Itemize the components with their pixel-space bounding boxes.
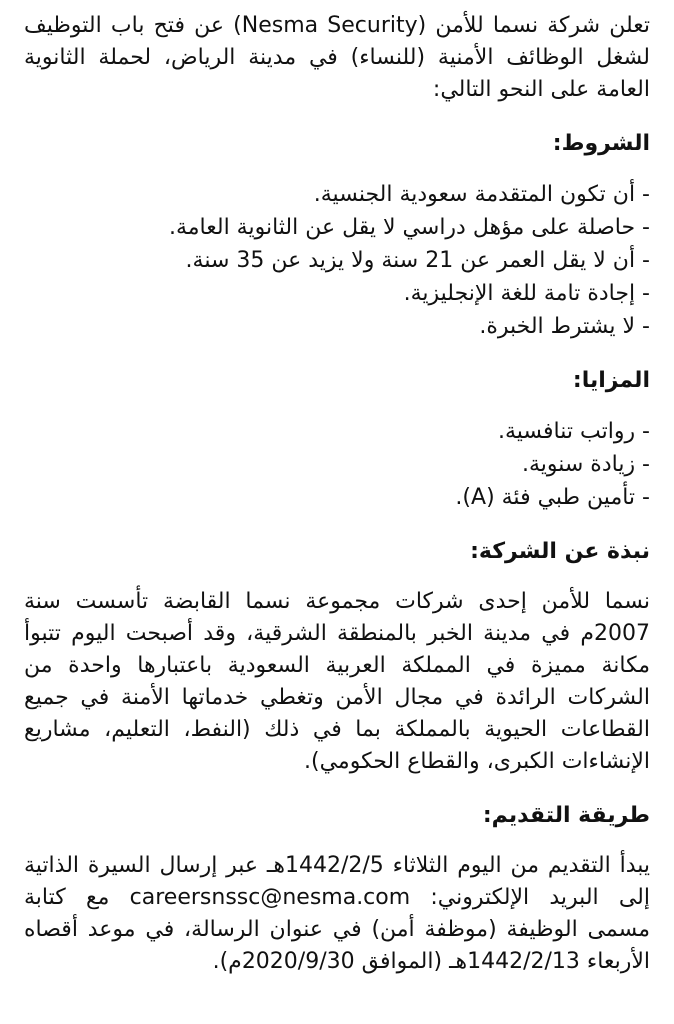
about-heading: نبذة عن الشركة: — [470, 539, 650, 564]
conditions-list — [24, 178, 650, 343]
benefit-item: - رواتب تنافسية. — [497, 419, 650, 444]
condition-item: - حاصلة على مؤهل دراسي لا يقل عن الثانوية العامة. — [168, 215, 650, 240]
intro-paragraph: تعلن شركة نسما للأمن (Nesma Security) عن فتح باب التوظيف لشغل الوظائف الأمنية (للنساء) في مدينة الرياض، لحملة الثانوية العامة على النحو التالي: — [24, 13, 650, 102]
benefits-heading: المزايا: — [572, 368, 650, 393]
benefits-list — [24, 415, 650, 514]
apply-text-end: مع كتابة مسمى الوظيفة (موظفة أمن) في عنوان الرسالة، في موعد أقصاه الأربعاء 1442/2/13هـ (الموافق 2020/9/30م). — [24, 885, 650, 974]
apply-text-start: يبدأ التقديم من اليوم الثلاثاء 1442/2/5هـ عبر إرسال السيرة الذاتية إلى البريد الإلكتروني: — [24, 853, 650, 910]
benefit-item: - زيادة سنوية. — [521, 452, 650, 477]
apply-paragraph — [24, 850, 650, 978]
apply-heading: طريقة التقديم: — [482, 803, 650, 828]
conditions-heading: الشروط: — [552, 131, 650, 156]
condition-item: - لا يشترط الخبرة. — [479, 314, 650, 339]
benefit-item: - تأمين طبي فئة (A). — [455, 485, 650, 510]
about-paragraph: نسما للأمن إحدى شركات مجموعة نسما القابضة تأسست سنة 2007م في مدينة الخبر بالمنطقة الشرقية، وقد أصبحت اليوم تتبوأ مكانة مميزة في المملكة العربية السعودية باعتبارها واحدة من الشركات الرائدة في مجال الأمن وتغطي خدماتها الأمنة في جميع القطاعات الحيوية بالمملكة بما في ذلك (النفط، التعليم، مشاريع الإنشاءات الكبرى، والقطاع الحكومي). — [24, 589, 650, 774]
condition-item: - إجادة تامة للغة الإنجليزية. — [403, 281, 650, 306]
email-address: careersnssc@nesma.com — [129, 885, 411, 910]
condition-item: - أن لا يقل العمر عن 21 سنة ولا يزيد عن 35 سنة. — [185, 248, 650, 273]
condition-item: - أن تكون المتقدمة سعودية الجنسية. — [313, 182, 650, 207]
